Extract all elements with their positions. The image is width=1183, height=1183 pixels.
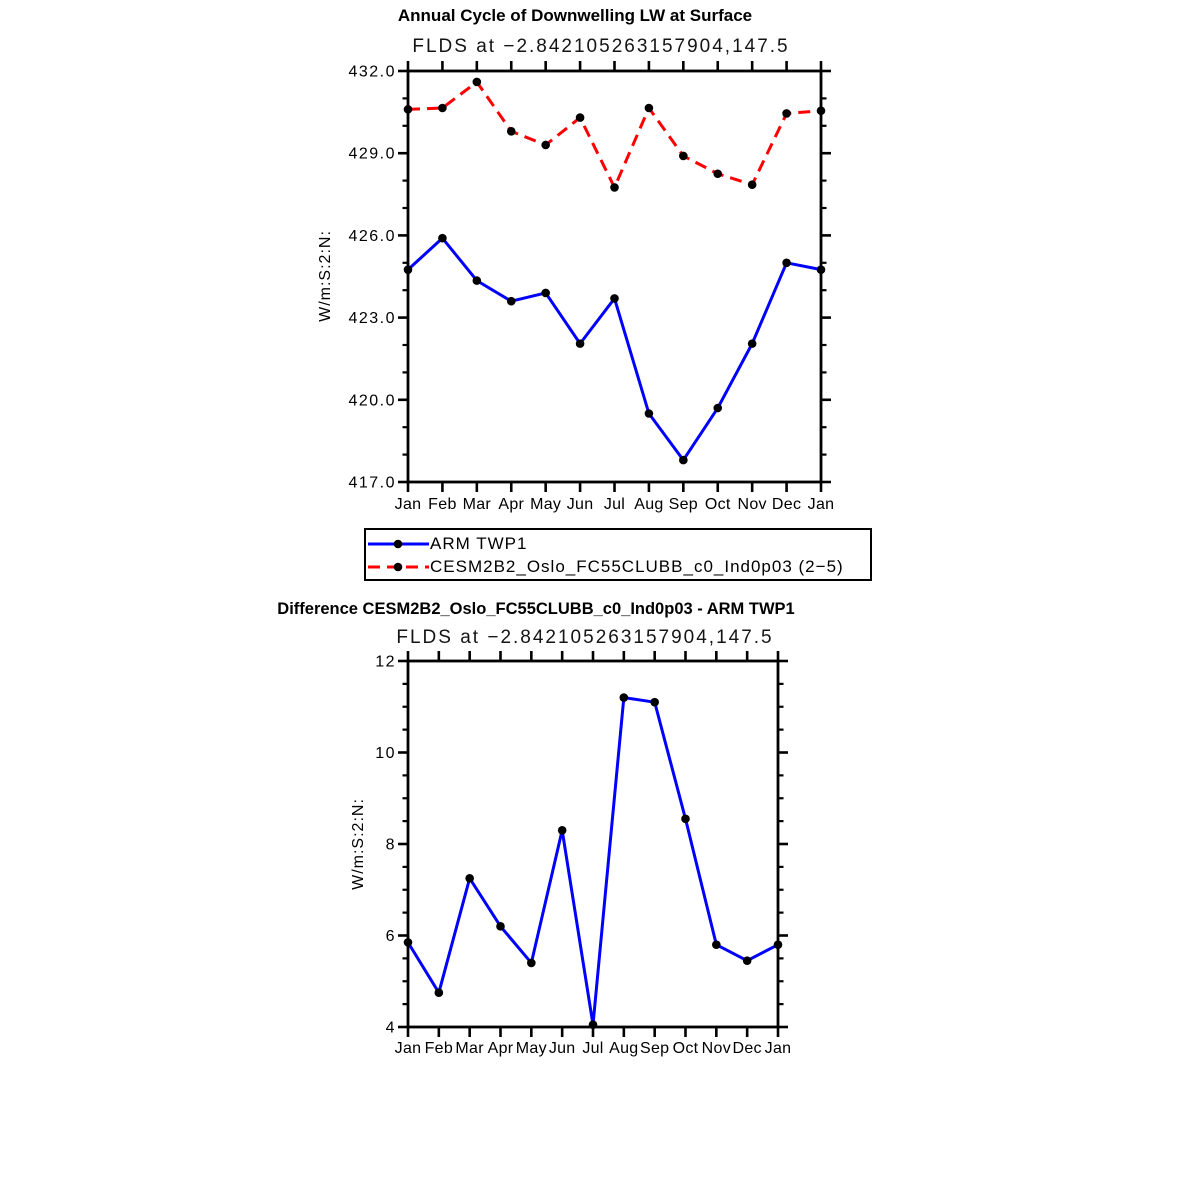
- x-tick-label: Nov: [701, 1040, 732, 1057]
- bottom-chart-y-axis-label: W/m:S:2:N:: [350, 798, 367, 890]
- x-tick-label: Mar: [462, 496, 492, 513]
- x-tick-label: Dec: [771, 496, 802, 513]
- legend-line-sample-dashed: [368, 560, 430, 574]
- x-tick-label: Aug: [634, 496, 664, 513]
- x-tick-label: Nov: [737, 496, 767, 513]
- x-tick-label: Oct: [704, 496, 731, 513]
- data-point-marker: [679, 152, 688, 161]
- x-tick-label: Feb: [424, 1040, 454, 1057]
- data-point-marker: [817, 265, 826, 274]
- legend-row-arm-twp1: [368, 533, 870, 555]
- x-tick-label: Dec: [732, 1040, 762, 1057]
- data-point-marker: [558, 826, 567, 835]
- data-point-marker: [404, 938, 413, 947]
- chart-annual-cycle: [348, 61, 834, 513]
- data-point-marker: [404, 265, 413, 274]
- legend-marker-dot: [394, 563, 403, 572]
- data-point-marker: [527, 959, 536, 968]
- data-point-marker: [743, 956, 752, 965]
- data-point-marker: [404, 105, 413, 114]
- data-point-marker: [473, 78, 482, 87]
- x-tick-label: May: [515, 1040, 547, 1057]
- x-tick-label: Feb: [428, 496, 457, 513]
- x-tick-label: Jun: [566, 496, 594, 513]
- y-tick-label: 6: [385, 928, 396, 945]
- x-tick-label: Mar: [455, 1040, 484, 1057]
- bottom-chart-subtitle: FLDS at −2.842105263157904,147.5: [396, 627, 774, 648]
- x-tick-label: Sep: [668, 496, 699, 513]
- y-tick-label: 429.0: [348, 145, 396, 163]
- data-point-marker: [610, 183, 619, 192]
- top-chart-subtitle: FLDS at −2.842105263157904,147.5: [412, 36, 790, 57]
- data-point-marker: [748, 339, 757, 348]
- top-chart-y-axis-label: W/m:S:2:N:: [317, 230, 334, 322]
- data-point-marker: [645, 409, 654, 418]
- legend-box: [364, 528, 872, 581]
- data-point-marker: [496, 922, 505, 931]
- series-line: [408, 82, 821, 187]
- x-tick-label: Jan: [807, 496, 835, 513]
- data-point-marker: [465, 874, 474, 883]
- data-point-marker: [610, 294, 619, 303]
- x-tick-label: Jan: [394, 496, 422, 513]
- data-point-marker: [541, 289, 550, 298]
- x-tick-label: Apr: [487, 1040, 514, 1057]
- data-point-marker: [507, 127, 516, 136]
- data-point-marker: [507, 297, 516, 306]
- bottom-chart-title: Difference CESM2B2_Oslo_FC55CLUBB_c0_Ind0p03 - ARM TWP1: [277, 600, 795, 618]
- data-point-marker: [473, 276, 482, 285]
- data-point-marker: [576, 339, 585, 348]
- y-tick-label: 417.0: [348, 474, 396, 492]
- y-tick-label: 423.0: [348, 310, 396, 328]
- data-point-marker: [438, 104, 447, 113]
- data-point-marker: [748, 180, 757, 189]
- data-point-marker: [713, 404, 722, 413]
- y-tick-label: 426.0: [348, 227, 396, 245]
- y-tick-label: 12: [375, 653, 396, 671]
- y-tick-label: 8: [385, 836, 396, 854]
- legend-line-sample-solid: [368, 537, 430, 551]
- data-point-marker: [681, 815, 690, 824]
- x-tick-label: Jul: [603, 496, 626, 513]
- x-tick-label: Oct: [672, 1040, 699, 1057]
- series-line: [408, 698, 778, 1025]
- data-point-marker: [620, 693, 629, 702]
- plot-frame: [408, 661, 778, 1027]
- data-point-marker: [817, 106, 826, 115]
- x-tick-label: Sep: [639, 1040, 670, 1057]
- data-point-marker: [782, 259, 791, 268]
- y-tick-label: 4: [385, 1019, 396, 1037]
- x-tick-label: Aug: [609, 1040, 639, 1057]
- data-point-marker: [589, 1020, 598, 1029]
- top-chart-title: Annual Cycle of Downwelling LW at Surface: [397, 6, 753, 25]
- x-tick-label: May: [530, 496, 562, 513]
- x-tick-label: Jun: [548, 1040, 576, 1057]
- data-point-marker: [435, 988, 444, 997]
- data-point-marker: [712, 940, 721, 949]
- y-tick-label: 420.0: [348, 392, 396, 410]
- chart-difference: [375, 651, 791, 1057]
- x-tick-label: Jan: [764, 1040, 792, 1057]
- x-tick-label: Apr: [498, 496, 525, 513]
- data-point-marker: [645, 104, 654, 113]
- legend-marker-dot: [394, 540, 403, 549]
- legend-label-cesm2b2: CESM2B2_Oslo_FC55CLUBB_c0_Ind0p03 (2−5): [430, 557, 844, 576]
- data-point-marker: [650, 698, 659, 707]
- x-tick-label: Jan: [394, 1040, 422, 1057]
- data-point-marker: [782, 109, 791, 118]
- data-point-marker: [576, 113, 585, 122]
- data-point-marker: [541, 141, 550, 150]
- data-point-marker: [774, 940, 783, 949]
- y-tick-label: 432.0: [348, 63, 396, 81]
- data-point-marker: [438, 234, 447, 243]
- data-point-marker: [713, 169, 722, 178]
- legend-row-cesm2b2: [368, 556, 870, 578]
- plot-frame: [408, 71, 821, 482]
- legend-label-arm-twp1: ARM TWP1: [430, 534, 528, 553]
- series-line: [408, 238, 821, 460]
- y-tick-label: 10: [375, 745, 396, 762]
- x-tick-label: Jul: [582, 1040, 604, 1057]
- data-point-marker: [679, 456, 688, 465]
